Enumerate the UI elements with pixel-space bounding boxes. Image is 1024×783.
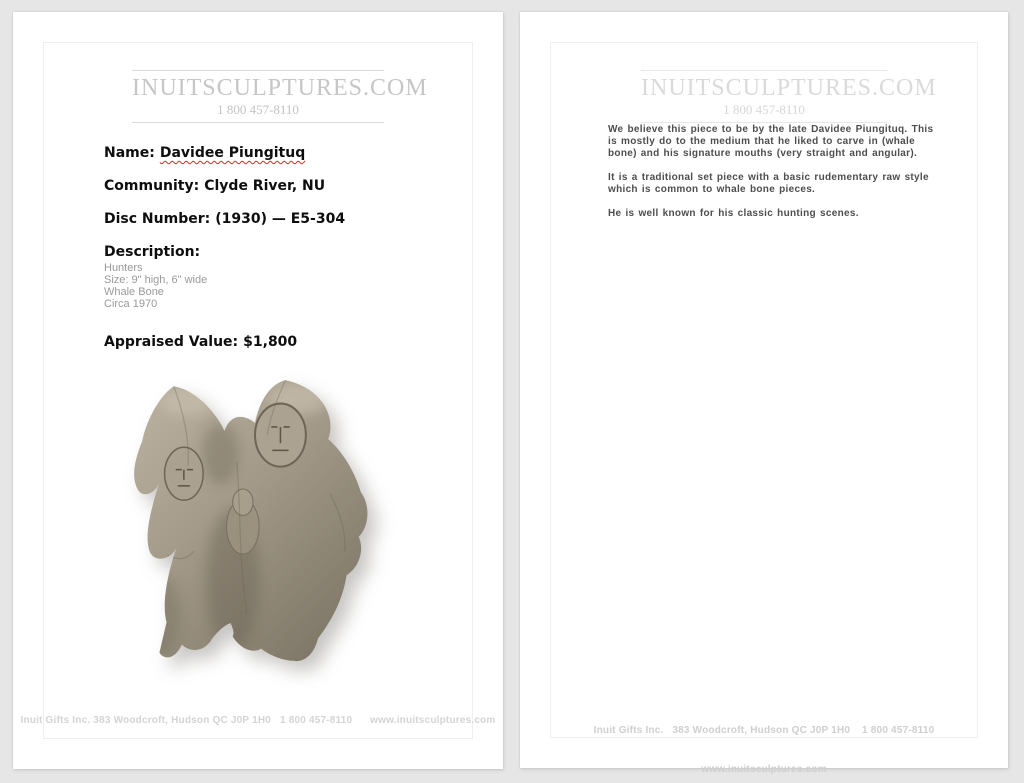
letterhead-phone: 1 800 457-8110 [723,102,805,117]
footer-website-line: www.inuitsculptures.com [701,764,827,775]
description-line: Size: 9" high, 6" wide [104,274,208,286]
letterhead-bottom-rule [641,122,887,123]
letterhead-top-rule [641,70,887,71]
artist-notes-paragraph: It is a traditional set piece with a basic rudementary raw style which is common to whale bone pieces. [608,172,929,195]
letterhead [641,70,937,123]
certificate-page-1 [13,12,503,769]
left-hunter-face [165,447,204,500]
letterhead-bottom-rule [132,122,384,123]
description-line: Hunters [104,262,143,274]
letterhead-title: INUITSCULPTURES.COM [132,75,428,101]
sculpture-photo [131,372,375,672]
artist-notes-paragraph: We believe this piece to be by the late Davidee Piungituq. This is mostly do to the medium that he liked to carve in (whale bone) and his signature mouths (very straight and angular). [608,124,934,159]
name-value: Davidee Piungituq [159,145,306,161]
disc-number-field [104,212,463,227]
community-field [104,179,463,194]
certificate-fields [104,146,463,368]
page-footer [520,698,1008,783]
letterhead-phone: 1 800 457-8110 [217,102,299,117]
letterhead-top-rule [132,70,384,71]
sculpture-illustration [131,372,375,672]
appraised-value-label: Appraised Value: [104,334,239,350]
appraised-value-field [104,335,463,350]
certificate-page-2 [520,12,1008,775]
appraised-value: $1,800 [243,334,298,350]
description-line: Circa 1970 [104,298,158,310]
name-field [104,146,463,161]
disc-number-value: (1930) — E5-304 [215,211,346,227]
page-footer: Inuit Gifts Inc. 383 Woodcroft, Hudson QC J0P 1H0 1 800 457-8110 www.inuitsculptures.com [20,715,496,726]
name-label: Name: [104,145,155,161]
disc-number-label: Disc Number: [104,211,211,227]
artist-notes-paragraph: He is well known for his classic hunting scenes. [608,208,859,219]
community-label: Community: [104,178,200,194]
letterhead-title: INUITSCULPTURES.COM [641,75,937,101]
description-label: Description: [104,244,201,260]
artist-notes [608,124,944,232]
right-hunter-face [255,404,306,467]
sculpture-body [131,372,375,672]
description-line: Whale Bone [104,286,164,298]
footer-address-line: Inuit Gifts Inc. 383 Woodcroft, Hudson QC J0P 1H0 1 800 457-8110 [593,725,935,736]
letterhead [132,70,428,123]
description-field [104,245,463,260]
community-value: Clyde River, NU [204,178,326,194]
description-details [104,262,463,310]
